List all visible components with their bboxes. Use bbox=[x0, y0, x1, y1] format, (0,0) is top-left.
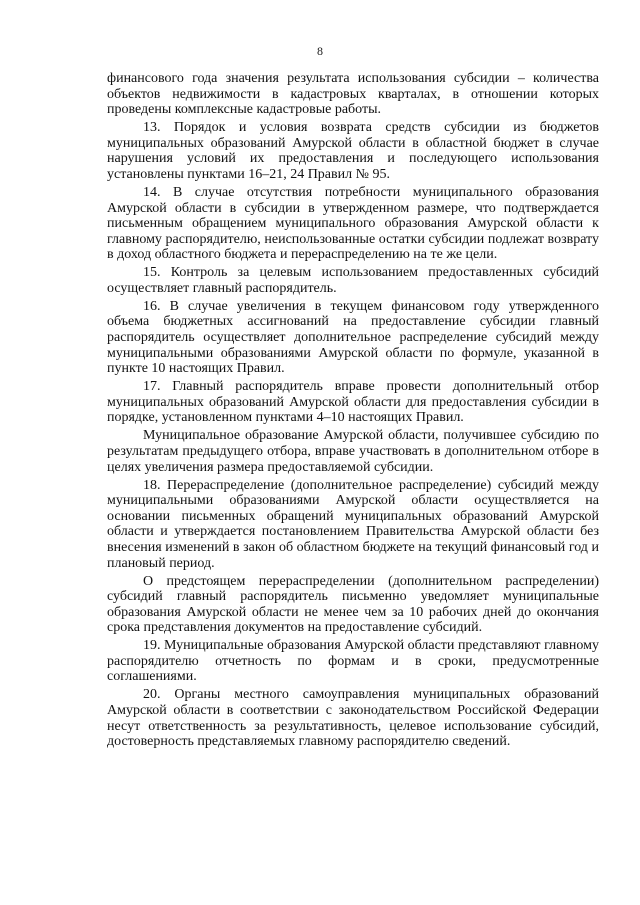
paragraph-item-18-note: О предстоящем перераспределении (дополнительном распределении) субсидий главный распорядитель письменно уведомляет муниципальные образования Амурской области не менее чем за 10 рабочих дней до окончания срока представления документов на предоставление субсидий. bbox=[107, 573, 599, 636]
paragraph-item-20: 20. Органы местного самоуправления муниципальных образований Амурской области в соответствии с законодательством Российской Федерации несут ответственность за результативность, целевое использование субсидий, достоверность представляемых главному распорядителю сведений. bbox=[107, 687, 599, 750]
paragraph-item-18: 18. Перераспределение (дополнительное распределение) субсидий между муниципальными образованиями Амурской области осуществляется на основании письменных обращений муниципальных образований Амурской области и утверждается постановлением Правительства Амурской области без внесения изменений в закон об областном бюджете на текущий финансовый год и плановый период. bbox=[107, 477, 599, 571]
page-number: 8 bbox=[317, 44, 323, 58]
paragraph-item-16: 16. В случае увеличения в текущем финансовом году утвержденного объема бюджетных ассигнований на предоставление субсидии главный распорядитель осуществляет дополнительное распределение субсидий между муниципальными образованиями Амурской области по формуле, указанной в пункте 10 настоящих Правил. bbox=[107, 298, 599, 377]
paragraph-item-17-note: Муниципальное образование Амурской области, получившее субсидию по результатам предыдущего отбора, вправе участвовать в дополнительном отборе в целях увеличения размера предоставляемой субсидии. bbox=[107, 428, 599, 475]
paragraph-item-15: 15. Контроль за целевым использованием предоставленных субсидий осуществляет главный распорядитель. bbox=[107, 265, 599, 296]
paragraph-item-13: 13. Порядок и условия возврата средств субсидии из бюджетов муниципальных образований Амурской области в областной бюджет в случае нарушения условий их предоставления и последующего использования установлены пунктами 16–21, 24 Правил № 95. bbox=[107, 120, 599, 182]
document-body bbox=[107, 71, 599, 752]
paragraph-item-17: 17. Главный распорядитель вправе провести дополнительный отбор муниципальных образований Амурской области для предоставления субсидии в порядке, установленном пунктами 4–10 настоящих Правил. bbox=[107, 379, 599, 426]
paragraph-continuation: финансового года значения результата использования субсидии – количества объектов недвижимости в кадастровых кварталах, в отношении которых проведены комплексные кадастровые работы. bbox=[107, 71, 599, 118]
paragraph-item-19: 19. Муниципальные образования Амурской области представляют главному распорядителю отчетность по формам и в сроки, предусмотренные соглашениями. bbox=[107, 638, 599, 685]
paragraph-item-14: 14. В случае отсутствия потребности муниципального образования Амурской области в субсидии в утвержденном размере, что подтверждается письменным обращением муниципального образования Амурской области к главному распорядителю, неиспользованные остатки субсидии подлежат возврату в доход областного бюджета и перераспределению на те же цели. bbox=[107, 184, 599, 263]
